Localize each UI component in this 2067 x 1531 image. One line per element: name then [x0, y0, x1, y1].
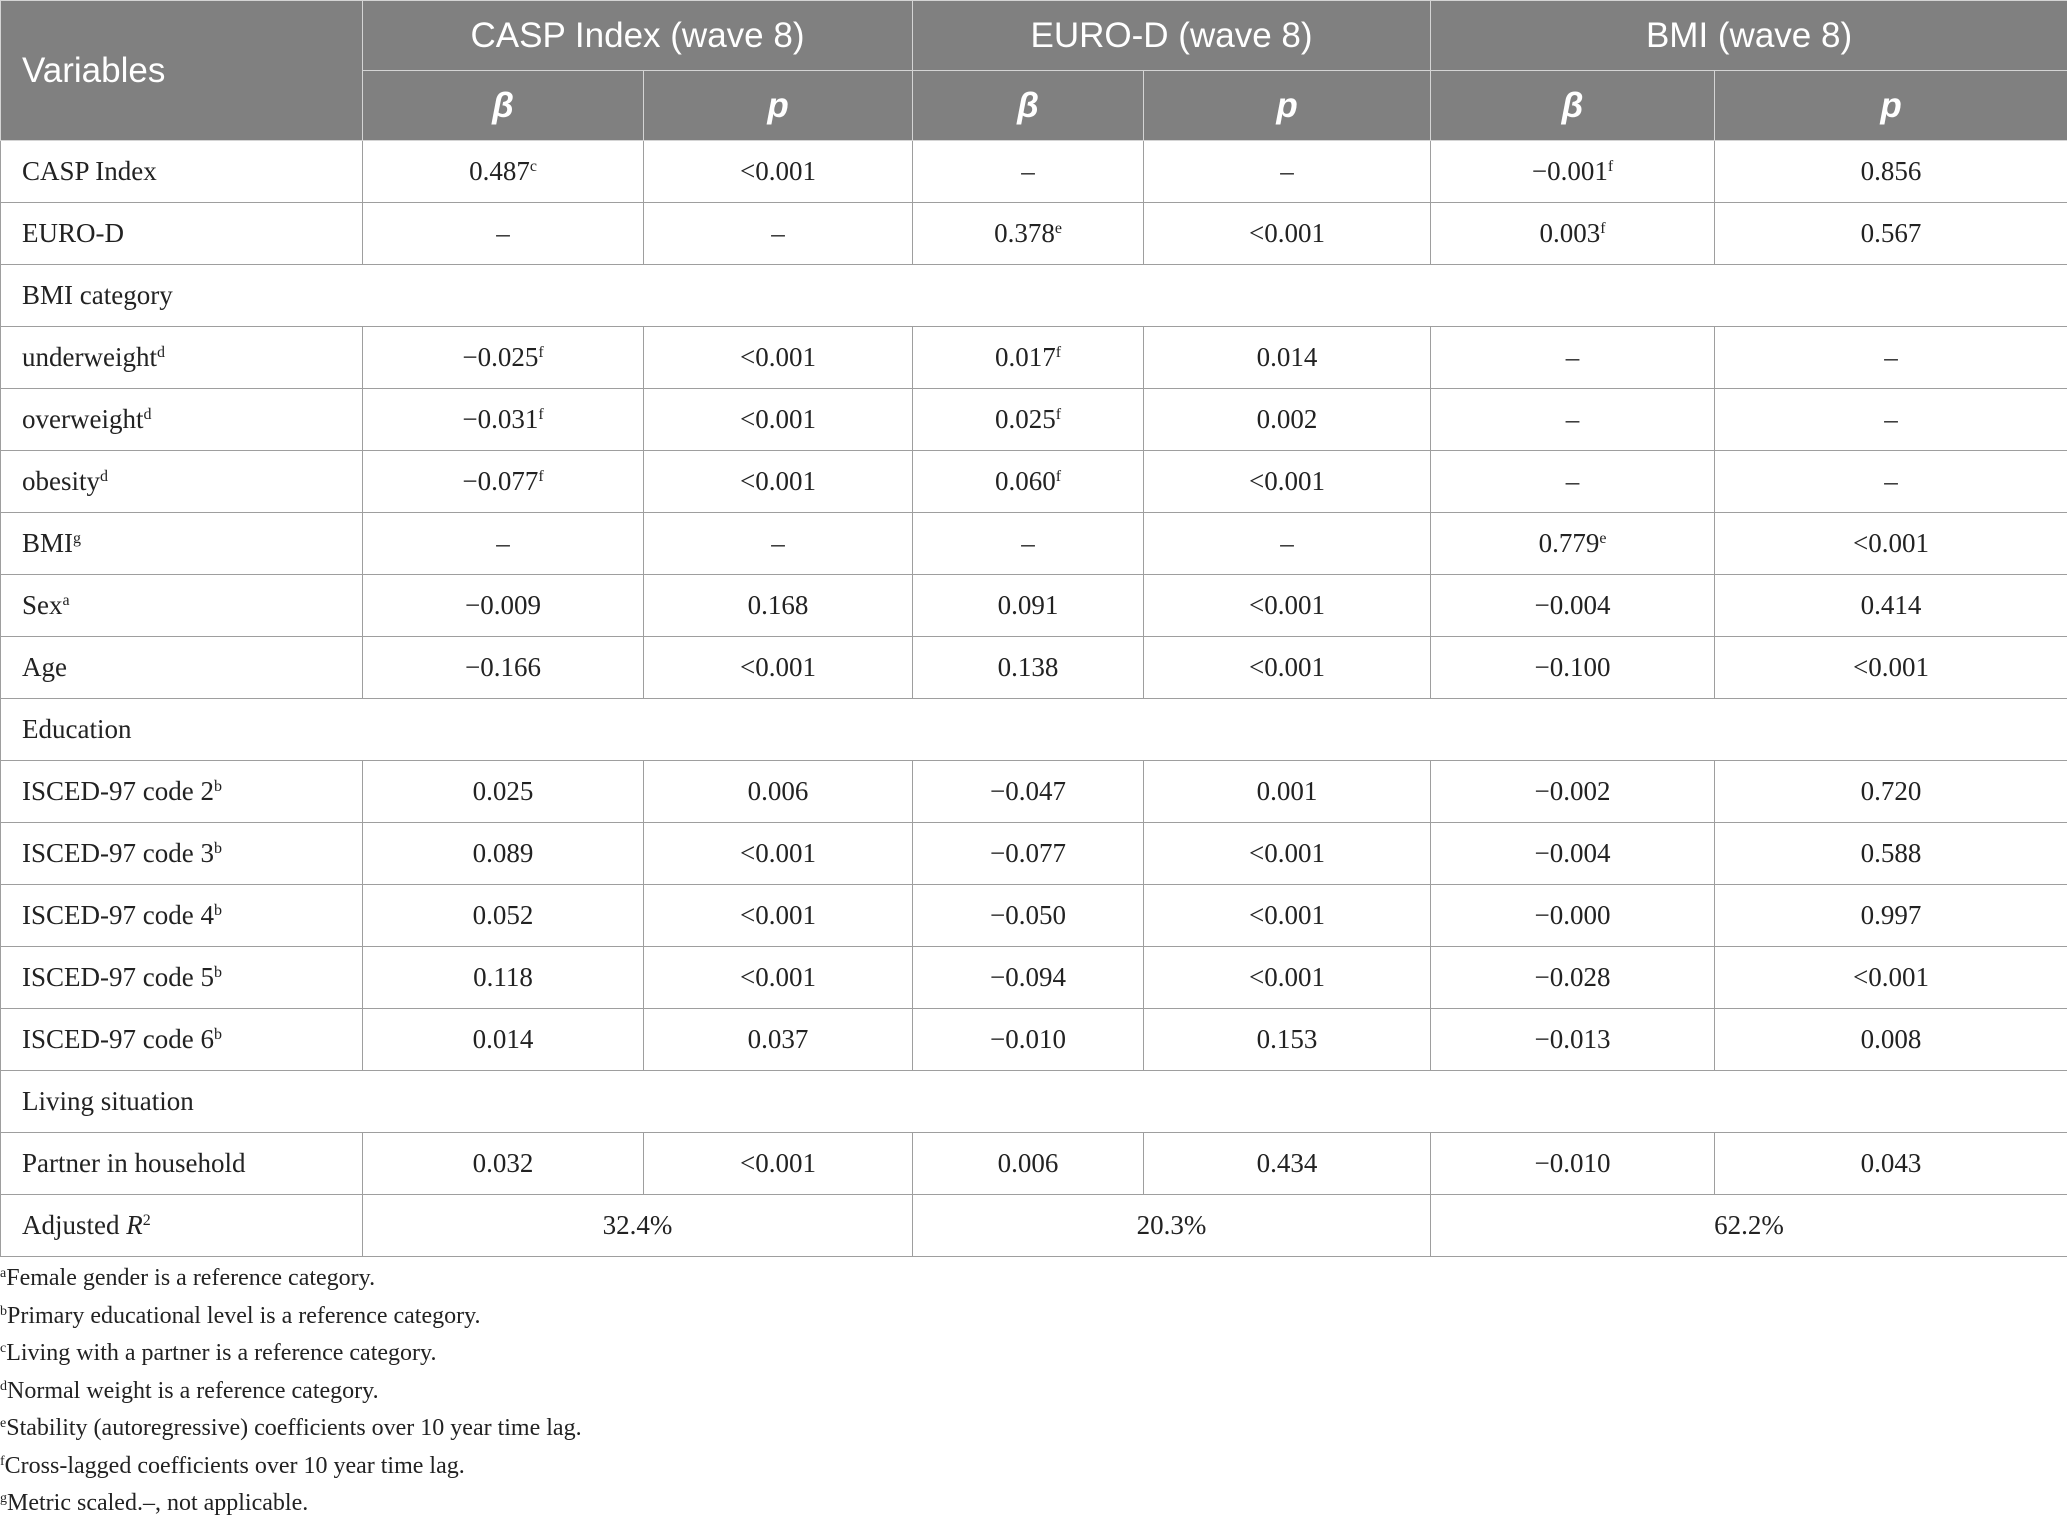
footnote: [0, 1373, 582, 1411]
row-label: [1, 1195, 363, 1257]
beta-cell: [913, 761, 1144, 823]
cell-value: <0.001: [740, 900, 816, 930]
beta-cell: [913, 947, 1144, 1009]
beta-cell: [1431, 885, 1715, 947]
section-row: [1, 1071, 2067, 1133]
footnote: [0, 1448, 582, 1486]
footnote-marker: g: [0, 1491, 7, 1506]
beta-cell: [1431, 389, 1715, 451]
p-value-cell: [1715, 1133, 2067, 1195]
row-label-text: ISCED-97 code 6: [22, 1024, 214, 1054]
beta-cell: [913, 389, 1144, 451]
cell-value: 0.060: [994, 466, 1056, 496]
footnote-marker: e: [1599, 530, 1607, 547]
cell-value: 0.025: [472, 776, 534, 806]
footnote-marker: d: [156, 344, 165, 361]
p-header: p: [1144, 71, 1431, 141]
footnote-text: Metric scaled.–, not applicable.: [7, 1490, 309, 1516]
cell-value: 0.001: [1256, 776, 1318, 806]
beta-cell: [913, 513, 1144, 575]
footnote-text: Cross-lagged coefficients over 10 year time lag.: [4, 1452, 465, 1479]
beta-cell: [913, 637, 1144, 699]
r-squared-exponent: 2: [142, 1212, 151, 1229]
table-body: [1, 141, 2067, 1257]
cell-value: 0.003: [1539, 218, 1601, 248]
cell-value: 0.567: [1860, 218, 1922, 248]
cell-value: <0.001: [1249, 652, 1326, 682]
footnote-marker: f: [1055, 406, 1062, 423]
footnote: [0, 1485, 582, 1523]
footnote: [0, 1335, 582, 1373]
cell-value: 0.856: [1860, 156, 1922, 186]
group-header-eurod: EURO-D (wave 8): [913, 1, 1431, 71]
footnote-marker: e: [0, 1416, 7, 1431]
group-header-bmi: BMI (wave 8): [1431, 1, 2067, 71]
row-label-text: underweight: [22, 342, 157, 372]
beta-cell: [1431, 1133, 1715, 1195]
table-row: [1, 637, 2067, 699]
beta-cell: [1431, 513, 1715, 575]
cell-value: <0.001: [1249, 838, 1326, 868]
footnote-marker: b: [213, 902, 222, 919]
p-value-cell: [1144, 141, 1431, 203]
cell-value: <0.001: [1249, 590, 1326, 620]
footnote-marker: f: [1607, 158, 1614, 175]
p-value-cell: [1144, 513, 1431, 575]
cell-value: <0.001: [740, 838, 816, 868]
cell-value: 0.089: [472, 838, 534, 868]
p-value-cell: [1715, 389, 2067, 451]
cell-value: −0.028: [1534, 962, 1611, 992]
beta-cell: [913, 885, 1144, 947]
beta-cell: [363, 761, 644, 823]
cell-value: –: [1884, 404, 1898, 434]
footnote-marker: d: [100, 468, 108, 485]
p-value-cell: [644, 637, 913, 699]
beta-cell: [913, 327, 1144, 389]
p-value-cell: [1715, 761, 2067, 823]
p-value-cell: [1715, 203, 2067, 265]
cell-value: <0.001: [1853, 962, 1930, 992]
cell-value: 0.014: [472, 1024, 534, 1054]
p-value-cell: [1715, 575, 2067, 637]
cell-value: –: [1021, 156, 1035, 186]
row-label: [1, 451, 363, 513]
table-row: [1, 885, 2067, 947]
footnote-marker: b: [213, 1026, 222, 1043]
p-value-cell: [1715, 513, 2067, 575]
row-label-text: Partner in household: [22, 1148, 246, 1178]
table-row: [1, 575, 2067, 637]
cell-value: 0.091: [997, 590, 1059, 620]
cell-value: 0.779: [1538, 528, 1600, 558]
p-value-cell: [1144, 885, 1431, 947]
beta-cell: [1431, 761, 1715, 823]
p-header: p: [644, 71, 913, 141]
beta-cell: [913, 451, 1144, 513]
cell-value: 0.168: [747, 590, 809, 620]
cell-value: 0.588: [1860, 838, 1922, 868]
cell-value: −0.050: [990, 900, 1066, 930]
footnote-marker: g: [73, 530, 82, 547]
cell-value: 0.414: [1860, 590, 1922, 620]
beta-cell: [363, 513, 644, 575]
p-value-cell: [1144, 327, 1431, 389]
p-value-cell: [1715, 947, 2067, 1009]
p-value-cell: [1144, 203, 1431, 265]
cell-value: –: [496, 218, 510, 248]
cell-value: −0.031: [462, 404, 539, 434]
cell-value: <0.001: [740, 404, 816, 434]
p-value-cell: [1144, 761, 1431, 823]
row-label-text: ISCED-97 code 3: [22, 838, 214, 868]
cell-value: −0.013: [1534, 1024, 1611, 1054]
table-header: [1, 1, 2067, 141]
p-value-cell: [1144, 451, 1431, 513]
footnote-marker: b: [213, 778, 222, 795]
beta-cell: [1431, 141, 1715, 203]
cell-value: 0.008: [1860, 1024, 1922, 1054]
p-value-cell: [644, 203, 913, 265]
beta-cell: [363, 1009, 644, 1071]
cell-value: 0.487: [469, 156, 530, 186]
cell-value: <0.001: [740, 156, 816, 186]
p-value-cell: [1144, 1133, 1431, 1195]
cell-value: 0.014: [1256, 342, 1318, 372]
p-value-cell: [644, 947, 913, 1009]
beta-cell: [913, 823, 1144, 885]
footnote-marker: f: [1600, 220, 1606, 237]
cell-value: 0.043: [1860, 1148, 1922, 1178]
cell-value: −0.004: [1534, 590, 1611, 620]
beta-cell: [363, 141, 644, 203]
cell-value: 0.032: [472, 1148, 534, 1178]
section-label: Education: [1, 699, 2067, 761]
p-value-cell: [1144, 575, 1431, 637]
table-row: [1, 451, 2067, 513]
cell-value: −0.010: [990, 1024, 1066, 1054]
beta-cell: [913, 141, 1144, 203]
beta-cell: [363, 885, 644, 947]
row-label-text: Adjusted: [22, 1210, 120, 1240]
footnote-marker: b: [213, 964, 222, 981]
table-row: [1, 327, 2067, 389]
section-label: Living situation: [1, 1071, 2067, 1133]
cell-value: −0.047: [990, 776, 1066, 806]
cell-value: 0.138: [997, 652, 1059, 682]
p-value-cell: [644, 1133, 913, 1195]
row-label: [1, 1133, 363, 1195]
section-row: [1, 265, 2067, 327]
cell-value: –: [1280, 156, 1294, 186]
cell-value: –: [1565, 466, 1580, 496]
cell-value: 0.720: [1860, 776, 1922, 806]
cell-value: 0.017: [994, 342, 1056, 372]
beta-cell: [363, 575, 644, 637]
row-label-text: ISCED-97 code 2: [22, 776, 214, 806]
row-label: [1, 389, 363, 451]
cell-value: <0.001: [1249, 218, 1326, 248]
table-row: [1, 823, 2067, 885]
cell-value: 0.025: [994, 404, 1056, 434]
beta-cell: [1431, 327, 1715, 389]
p-value-cell: [1715, 141, 2067, 203]
p-value-cell: [644, 1009, 913, 1071]
section-label: BMI category: [1, 265, 2067, 327]
cell-value: –: [771, 528, 785, 558]
beta-header: β: [913, 71, 1144, 141]
cell-value: <0.001: [740, 1148, 816, 1178]
footnote-marker: b: [0, 1303, 7, 1319]
table-row: [1, 1009, 2067, 1071]
footnote-text: Female gender is a reference category.: [6, 1265, 376, 1291]
cell-value: −0.009: [465, 590, 541, 620]
beta-cell: [1431, 1009, 1715, 1071]
cell-value: −0.077: [990, 838, 1066, 868]
row-label-text: BMI: [22, 528, 74, 558]
cell-value: 0.118: [473, 962, 533, 992]
cell-value: <0.001: [1853, 652, 1930, 682]
beta-cell: [1431, 947, 1715, 1009]
row-label: [1, 1009, 363, 1071]
cell-value: –: [1021, 528, 1035, 558]
cell-value: <0.001: [1249, 962, 1326, 992]
row-label-text: obesity: [22, 466, 100, 496]
beta-cell: [363, 203, 644, 265]
footnote-text: Normal weight is a reference category.: [7, 1377, 379, 1404]
beta-cell: [363, 389, 644, 451]
cell-value: 0.006: [997, 1148, 1059, 1178]
beta-cell: [1431, 637, 1715, 699]
row-label: [1, 637, 363, 699]
table-row: [1, 141, 2067, 203]
beta-cell: [1431, 575, 1715, 637]
p-value-cell: [1715, 637, 2067, 699]
p-value-cell: [1715, 327, 2067, 389]
row-label: [1, 203, 363, 265]
cell-value: 0.153: [1256, 1024, 1318, 1054]
cell-value: −0.010: [1534, 1148, 1611, 1178]
r-symbol: R: [126, 1210, 143, 1240]
cell-value: <0.001: [740, 652, 816, 682]
cell-value: <0.001: [1249, 900, 1326, 930]
row-label-text: ISCED-97 code 4: [22, 900, 214, 930]
beta-cell: [363, 1133, 644, 1195]
cell-value: −0.004: [1534, 838, 1611, 868]
cell-value: –: [1565, 342, 1580, 372]
row-label: [1, 823, 363, 885]
footnote-marker: b: [213, 840, 222, 857]
row-label: [1, 947, 363, 1009]
cell-value: −0.094: [990, 962, 1066, 992]
cell-value: 0.002: [1256, 404, 1318, 434]
footnote-marker: c: [529, 158, 537, 175]
cell-value: −0.025: [462, 342, 539, 372]
cell-value: 0.037: [747, 1024, 809, 1054]
adjusted-r2-value: 32.4%: [363, 1195, 913, 1257]
table-row: [1, 1195, 2067, 1257]
beta-header: β: [363, 71, 644, 141]
table-row: [1, 1133, 2067, 1195]
p-value-cell: [644, 761, 913, 823]
p-value-cell: [644, 823, 913, 885]
cell-value: –: [1884, 342, 1898, 372]
beta-cell: [913, 203, 1144, 265]
beta-cell: [1431, 823, 1715, 885]
beta-cell: [363, 327, 644, 389]
beta-cell: [363, 451, 644, 513]
row-label: [1, 761, 363, 823]
cell-value: −0.077: [462, 466, 539, 496]
p-value-cell: [644, 327, 913, 389]
cell-value: 0.997: [1860, 900, 1922, 930]
p-value-cell: [1715, 823, 2067, 885]
cell-value: –: [1280, 528, 1294, 558]
cell-value: <0.001: [1853, 528, 1930, 558]
footnote-marker: c: [0, 1341, 7, 1356]
beta-cell: [363, 823, 644, 885]
table-row: [1, 203, 2067, 265]
footnote-marker: f: [1055, 468, 1062, 485]
cell-value: –: [771, 218, 785, 248]
cell-value: −0.001: [1531, 156, 1608, 186]
cell-value: 0.052: [472, 900, 534, 930]
table-row: [1, 947, 2067, 1009]
row-label-text: ISCED-97 code 5: [22, 962, 214, 992]
cell-value: −0.166: [465, 652, 541, 682]
row-label: [1, 327, 363, 389]
p-value-cell: [1144, 1009, 1431, 1071]
table-row: [1, 761, 2067, 823]
footnote-text: Living with a partner is a reference category.: [6, 1340, 437, 1366]
cell-value: 0.434: [1256, 1148, 1318, 1178]
row-label: [1, 885, 363, 947]
footnote-marker: f: [0, 1453, 5, 1469]
cell-value: –: [1565, 404, 1580, 434]
footnote-text: Stability (autoregressive) coefficients over 10 year time lag.: [6, 1415, 582, 1441]
beta-cell: [913, 1009, 1144, 1071]
p-value-cell: [644, 451, 913, 513]
table-row: [1, 513, 2067, 575]
p-value-cell: [1715, 885, 2067, 947]
footnote-marker: f: [538, 468, 544, 485]
beta-cell: [913, 1133, 1144, 1195]
p-header: p: [1715, 71, 2067, 141]
footnote-marker: d: [143, 406, 152, 423]
variables-header: Variables: [1, 1, 363, 141]
p-value-cell: [644, 885, 913, 947]
p-value-cell: [1144, 947, 1431, 1009]
p-value-cell: [644, 389, 913, 451]
cell-value: 0.006: [747, 776, 809, 806]
cell-value: <0.001: [740, 342, 816, 372]
row-label: [1, 513, 363, 575]
cell-value: −0.100: [1534, 652, 1611, 682]
p-value-cell: [644, 513, 913, 575]
cell-value: −0.000: [1534, 900, 1611, 930]
row-label-text: overweight: [22, 404, 144, 434]
footnotes: [0, 1260, 582, 1523]
adjusted-r2-value: 20.3%: [913, 1195, 1431, 1257]
section-row: [1, 699, 2067, 761]
row-label: [1, 141, 363, 203]
cell-value: –: [496, 528, 510, 558]
row-label-text: EURO-D: [22, 218, 124, 248]
p-value-cell: [1715, 451, 2067, 513]
footnote-marker: f: [538, 406, 544, 423]
footnote: [0, 1298, 582, 1336]
cell-value: <0.001: [740, 466, 816, 496]
beta-cell: [1431, 451, 1715, 513]
table-row: [1, 389, 2067, 451]
row-label-text: Age: [22, 652, 67, 682]
beta-cell: [363, 947, 644, 1009]
group-header-casp: CASP Index (wave 8): [363, 1, 913, 71]
cell-value: 0.378: [994, 218, 1055, 248]
row-label-text: Sex: [22, 590, 63, 620]
row-label: [1, 575, 363, 637]
p-value-cell: [1144, 823, 1431, 885]
footnote: [0, 1410, 582, 1448]
footnote-marker: d: [0, 1378, 7, 1394]
p-value-cell: [1715, 1009, 2067, 1071]
footnote-marker: a: [0, 1266, 7, 1281]
footnote-marker: e: [1054, 220, 1062, 237]
footnote: [0, 1260, 582, 1298]
cell-value: –: [1884, 466, 1898, 496]
footnote-marker: a: [62, 592, 70, 609]
footnote-marker: f: [538, 344, 544, 361]
cell-value: <0.001: [1249, 466, 1326, 496]
footnote-marker: f: [1055, 344, 1062, 361]
beta-cell: [363, 637, 644, 699]
cell-value: −0.002: [1534, 776, 1611, 806]
cell-value: <0.001: [740, 962, 816, 992]
p-value-cell: [1144, 637, 1431, 699]
p-value-cell: [644, 575, 913, 637]
row-label-text: CASP Index: [22, 156, 157, 186]
p-value-cell: [644, 141, 913, 203]
beta-cell: [1431, 203, 1715, 265]
beta-header: β: [1431, 71, 1715, 141]
adjusted-r2-value: 62.2%: [1431, 1195, 2067, 1257]
p-value-cell: [1144, 389, 1431, 451]
footnote-text: Primary educational level is a reference category.: [7, 1302, 481, 1329]
beta-cell: [913, 575, 1144, 637]
